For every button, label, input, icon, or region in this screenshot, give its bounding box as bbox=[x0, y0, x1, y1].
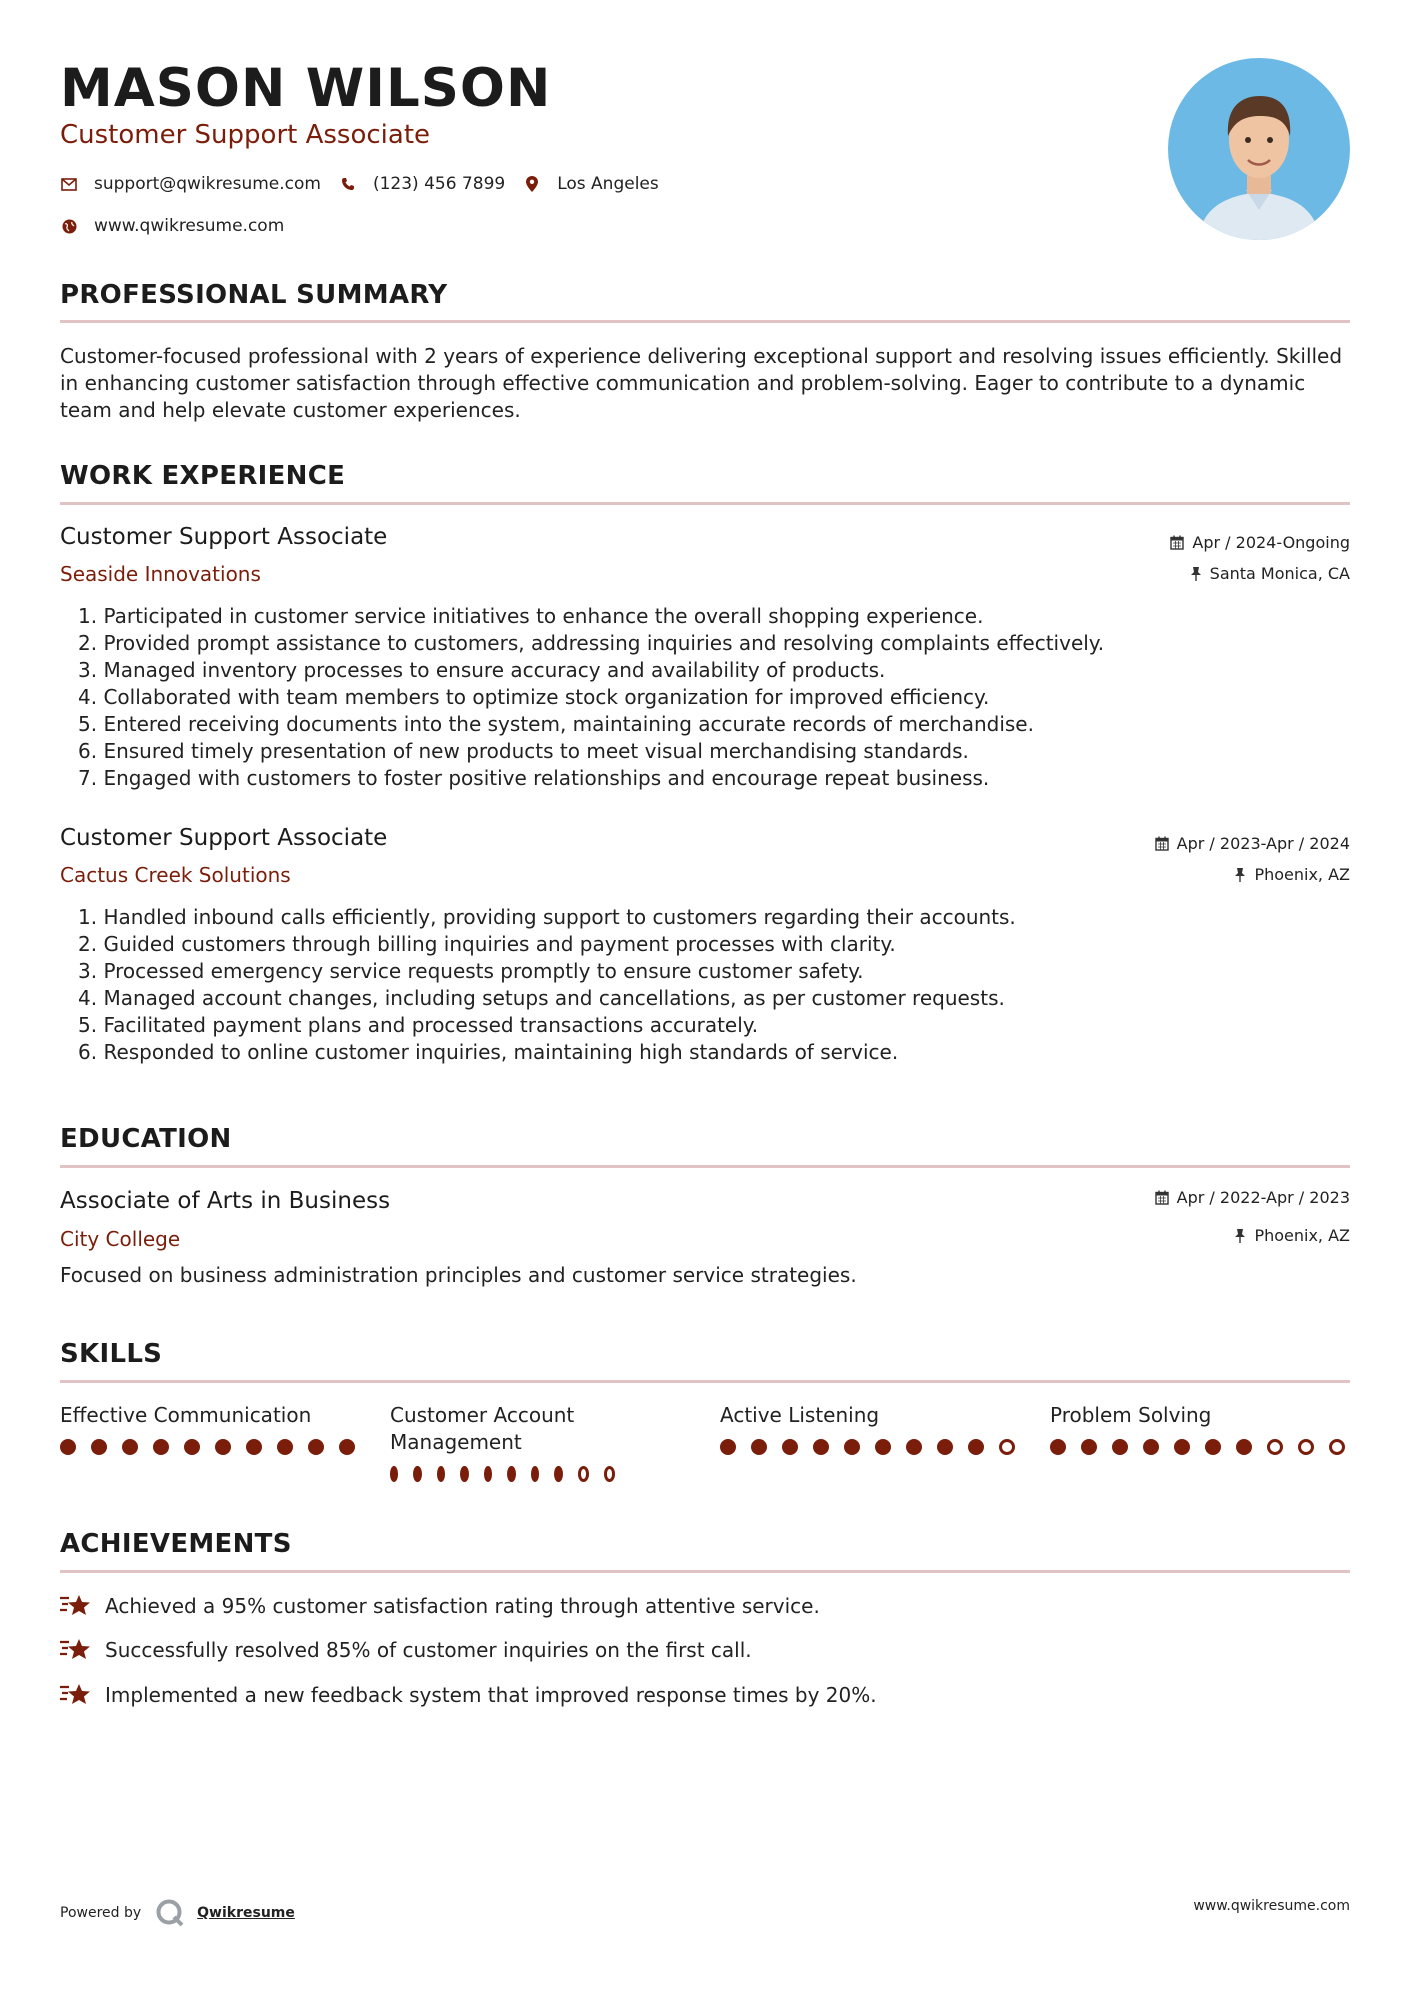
skill-dot-empty bbox=[1298, 1439, 1314, 1455]
list-item bbox=[60, 985, 1016, 1012]
calendar-icon bbox=[1170, 535, 1184, 550]
footer-site bbox=[1193, 1898, 1350, 1914]
list-item-text: 3. Managed inventory processes to ensure accuracy and availability of products. bbox=[78, 658, 886, 682]
skill-dot-filled bbox=[751, 1439, 767, 1455]
list-item-text: 2. Guided customers through billing inquiries and payment processes with clarity. bbox=[78, 932, 896, 956]
star-achievement-icon bbox=[60, 1681, 92, 1709]
achievement-item bbox=[60, 1592, 820, 1620]
contact-email[interactable]: support@qwikresume.com bbox=[94, 174, 321, 194]
list-item bbox=[60, 630, 1104, 657]
job-dates bbox=[1170, 533, 1350, 552]
skill-rating bbox=[720, 1439, 1030, 1455]
section-title-experience: WORK EXPERIENCE bbox=[60, 461, 346, 491]
calendar-icon bbox=[1155, 836, 1169, 851]
list-item-text: 4. Managed account changes, including setups and cancellations, as per customer requests. bbox=[78, 986, 1005, 1010]
skill-item bbox=[720, 1402, 1030, 1455]
powered-by-label: Powered by bbox=[60, 1905, 142, 1921]
education-dates bbox=[1155, 1188, 1350, 1207]
skill-name: Active Listening bbox=[720, 1403, 880, 1427]
map-pin-icon bbox=[523, 175, 541, 193]
list-item-text: 3. Processed emergency service requests promptly to ensure customer safety. bbox=[78, 959, 864, 983]
skill-dot-filled bbox=[60, 1439, 76, 1455]
list-item bbox=[60, 904, 1016, 931]
qwikresume-logo bbox=[155, 1898, 185, 1928]
skill-dot-filled bbox=[531, 1466, 539, 1482]
skill-dot-filled bbox=[844, 1439, 860, 1455]
skill-item bbox=[390, 1402, 630, 1482]
skill-item bbox=[60, 1402, 370, 1455]
footer-powered-by bbox=[60, 1898, 295, 1928]
section-divider bbox=[60, 1165, 1350, 1168]
skill-dot-filled bbox=[875, 1439, 891, 1455]
education-location bbox=[1234, 1226, 1350, 1245]
skill-dot-filled bbox=[153, 1439, 169, 1455]
skill-dot-filled bbox=[720, 1439, 736, 1455]
candidate-name: MASON WILSON bbox=[60, 58, 552, 119]
achievement-item bbox=[60, 1636, 752, 1664]
skill-dot-filled bbox=[215, 1439, 231, 1455]
job-dates bbox=[1155, 834, 1350, 853]
job-dates-text: Apr / 2024-Ongoing bbox=[1192, 533, 1350, 552]
list-item-text: 4. Collaborated with team members to optimize stock organization for improved efficiency. bbox=[78, 685, 990, 709]
profile-photo bbox=[1168, 58, 1350, 240]
skill-dot-filled bbox=[1050, 1439, 1066, 1455]
skill-dot-filled bbox=[277, 1439, 293, 1455]
list-item bbox=[60, 1012, 1016, 1039]
skill-dot-filled bbox=[413, 1466, 421, 1482]
skill-dot-filled bbox=[122, 1439, 138, 1455]
section-title-achievements: ACHIEVEMENTS bbox=[60, 1529, 292, 1559]
envelope-icon bbox=[60, 175, 78, 193]
skill-dot-filled bbox=[184, 1439, 200, 1455]
education-degree: Associate of Arts in Business bbox=[60, 1188, 391, 1214]
achievement-text: Achieved a 95% customer satisfaction rating through attentive service. bbox=[105, 1594, 820, 1618]
list-item bbox=[60, 765, 1104, 792]
skill-name: Problem Solving bbox=[1050, 1403, 1212, 1427]
job-title: Customer Support Associate bbox=[60, 825, 388, 851]
achievement-text: Implemented a new feedback system that improved response times by 20%. bbox=[105, 1683, 877, 1707]
section-title-skills: SKILLS bbox=[60, 1339, 163, 1369]
skill-dot-filled bbox=[813, 1439, 829, 1455]
job-location bbox=[1234, 865, 1350, 884]
skill-dot-empty bbox=[999, 1439, 1015, 1455]
skill-dot-filled bbox=[1205, 1439, 1221, 1455]
footer-site-link[interactable]: www.qwikresume.com bbox=[1193, 1898, 1350, 1914]
list-item-text: 5. Entered receiving documents into the system, maintaining accurate records of merchandise. bbox=[78, 712, 1034, 736]
list-item bbox=[60, 738, 1104, 765]
job-company: Cactus Creek Solutions bbox=[60, 863, 291, 887]
job-location-text: Phoenix, AZ bbox=[1254, 865, 1350, 884]
skill-dot-filled bbox=[246, 1439, 262, 1455]
job-company: Seaside Innovations bbox=[60, 562, 261, 586]
job-location bbox=[1190, 564, 1350, 583]
skill-dot-filled bbox=[91, 1439, 107, 1455]
contact-website[interactable]: www.qwikresume.com bbox=[94, 216, 285, 236]
skill-dot-filled bbox=[906, 1439, 922, 1455]
skill-dot-filled bbox=[1236, 1439, 1252, 1455]
skill-dot-filled bbox=[339, 1439, 355, 1455]
list-item-text: 1. Participated in customer service initiatives to enhance the overall shopping experience. bbox=[78, 604, 984, 628]
skill-dot-filled bbox=[507, 1466, 515, 1482]
skill-name: Effective Communication bbox=[60, 1403, 312, 1427]
skill-dot-filled bbox=[782, 1439, 798, 1455]
list-item-text: 6. Responded to online customer inquiries, maintaining high standards of service. bbox=[78, 1040, 899, 1064]
contact-row-primary bbox=[60, 174, 677, 194]
skill-dot-filled bbox=[484, 1466, 492, 1482]
section-divider bbox=[60, 320, 1350, 323]
skill-dot-filled bbox=[1112, 1439, 1128, 1455]
job-title: Customer Support Associate bbox=[60, 524, 388, 550]
skill-rating bbox=[1050, 1439, 1360, 1455]
skill-dot-empty bbox=[1329, 1439, 1345, 1455]
star-achievement-icon bbox=[60, 1592, 92, 1620]
resume-page bbox=[60, 0, 1350, 1990]
summary-text: Customer-focused professional with 2 years of experience delivering exceptional support and resolving issues efficiently. Skilled in enhancing customer satisfaction through effective communication and problem-solving. Eager to contribute to a dynamic team and help elevate customer experiences. bbox=[60, 344, 1343, 422]
list-item-text: 7. Engaged with customers to foster positive relationships and encourage repeat business. bbox=[78, 766, 990, 790]
globe-icon bbox=[60, 217, 78, 235]
skill-dot-filled bbox=[968, 1439, 984, 1455]
skill-dot-filled bbox=[308, 1439, 324, 1455]
education-school: City College bbox=[60, 1227, 181, 1251]
section-divider bbox=[60, 1380, 1350, 1383]
contact-row-secondary bbox=[60, 216, 302, 236]
pushpin-icon bbox=[1190, 566, 1202, 581]
section-title-education: EDUCATION bbox=[60, 1124, 232, 1154]
job-bullets bbox=[60, 603, 1104, 792]
list-item-text: 5. Facilitated payment plans and processed transactions accurately. bbox=[78, 1013, 759, 1037]
list-item bbox=[60, 711, 1104, 738]
education-dates-text: Apr / 2022-Apr / 2023 bbox=[1176, 1188, 1350, 1207]
job-location-text: Santa Monica, CA bbox=[1209, 564, 1350, 583]
list-item bbox=[60, 1039, 1016, 1066]
education-description: Focused on business administration principles and customer service strategies. bbox=[60, 1263, 857, 1287]
skill-dot-empty bbox=[604, 1466, 615, 1482]
phone-icon bbox=[339, 175, 357, 193]
skill-dot-filled bbox=[554, 1466, 562, 1482]
contact-phone[interactable]: (123) 456 7899 bbox=[372, 174, 506, 194]
job-dates-text: Apr / 2023-Apr / 2024 bbox=[1176, 834, 1350, 853]
pushpin-icon bbox=[1234, 1228, 1246, 1243]
list-item bbox=[60, 603, 1104, 630]
skill-dot-filled bbox=[460, 1466, 468, 1482]
list-item bbox=[60, 684, 1104, 711]
calendar-icon bbox=[1155, 1190, 1169, 1205]
list-item bbox=[60, 931, 1016, 958]
pushpin-icon bbox=[1234, 867, 1246, 882]
list-item-text: 1. Handled inbound calls efficiently, providing support to customers regarding their accounts. bbox=[78, 905, 1016, 929]
list-item bbox=[60, 657, 1104, 684]
star-achievement-icon bbox=[60, 1636, 92, 1664]
skill-item bbox=[1050, 1402, 1360, 1455]
achievement-text: Successfully resolved 85% of customer inquiries on the first call. bbox=[105, 1638, 752, 1662]
skill-rating bbox=[390, 1466, 630, 1482]
candidate-role: Customer Support Associate bbox=[60, 120, 431, 150]
skill-name: Customer Account Management bbox=[390, 1403, 575, 1454]
skill-dot-empty bbox=[1267, 1439, 1283, 1455]
skill-dot-filled bbox=[1174, 1439, 1190, 1455]
achievement-item bbox=[60, 1681, 877, 1709]
section-divider bbox=[60, 502, 1350, 505]
list-item-text: 6. Ensured timely presentation of new products to meet visual merchandising standards. bbox=[78, 739, 969, 763]
skill-dot-filled bbox=[937, 1439, 953, 1455]
contact-location: Los Angeles bbox=[557, 174, 659, 194]
skill-dot-filled bbox=[1143, 1439, 1159, 1455]
job-bullets bbox=[60, 904, 1016, 1066]
list-item bbox=[60, 958, 1016, 985]
education-location-text: Phoenix, AZ bbox=[1254, 1226, 1350, 1245]
skill-dot-empty bbox=[578, 1466, 589, 1482]
list-item-text: 2. Provided prompt assistance to customers, addressing inquiries and resolving complaints effectively. bbox=[78, 631, 1105, 655]
skill-rating bbox=[60, 1439, 370, 1455]
skill-dot-filled bbox=[390, 1466, 398, 1482]
skill-dot-filled bbox=[1081, 1439, 1097, 1455]
section-title-summary: PROFESSIONAL SUMMARY bbox=[60, 280, 448, 310]
section-divider bbox=[60, 1570, 1350, 1573]
skill-dot-filled bbox=[437, 1466, 445, 1482]
brand-link[interactable]: Qwikresume bbox=[197, 1905, 295, 1921]
